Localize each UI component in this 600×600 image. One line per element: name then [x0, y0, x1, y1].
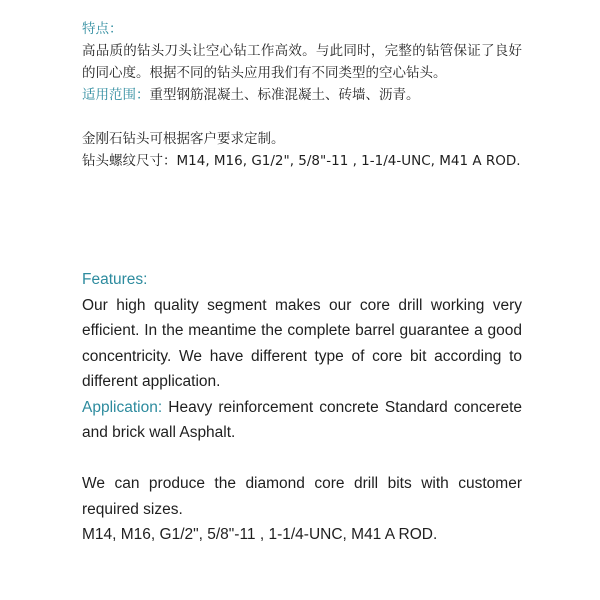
zh-application-text: 重型钢筋混凝土、标准混凝土、砖墙、沥青。 [149, 87, 420, 103]
chinese-section [82, 18, 522, 172]
zh-thread-text: 钻头螺纹尺寸：M14, M16, G1/2", 5/8"-11 , 1-1/4-UNC, M41 A ROD. [82, 153, 521, 169]
en-thread-text: M14, M16, G1/2", 5/8"-11 , 1-1/4-UNC, M41 A ROD. [82, 526, 438, 543]
zh-features-text: 高品质的钻头刀头让空心钻工作高效。与此同时，完整的钻管保证了良好的同心度。根据不同的钻头应用我们有不同类型的空心钻头。 [82, 43, 522, 81]
en-features-text: Our high quality segment makes our core drill working very efficient. In the meantime the complete barrel guarantee a good concentricity. We have different type of core bit according to different application. [82, 296, 522, 390]
en-application-line [82, 395, 522, 446]
en-application-text: Heavy reinforcement concrete Standard concerete and brick wall Asphalt. [82, 398, 522, 441]
en-spacer [82, 446, 522, 472]
english-section [82, 267, 522, 548]
en-custom-text: We can produce the diamond core drill bits with customer required sizes. [82, 475, 522, 518]
en-features-label: Features: [82, 271, 148, 288]
zh-spacer [82, 106, 522, 128]
zh-custom-text: 金刚石钻头可根据客户要求定制。 [82, 131, 285, 147]
zh-features-label: 特点： [82, 21, 123, 37]
zh-application-line [82, 84, 522, 106]
zh-application-label: 适用范围： [82, 87, 150, 103]
en-application-label: Application: [82, 398, 163, 416]
